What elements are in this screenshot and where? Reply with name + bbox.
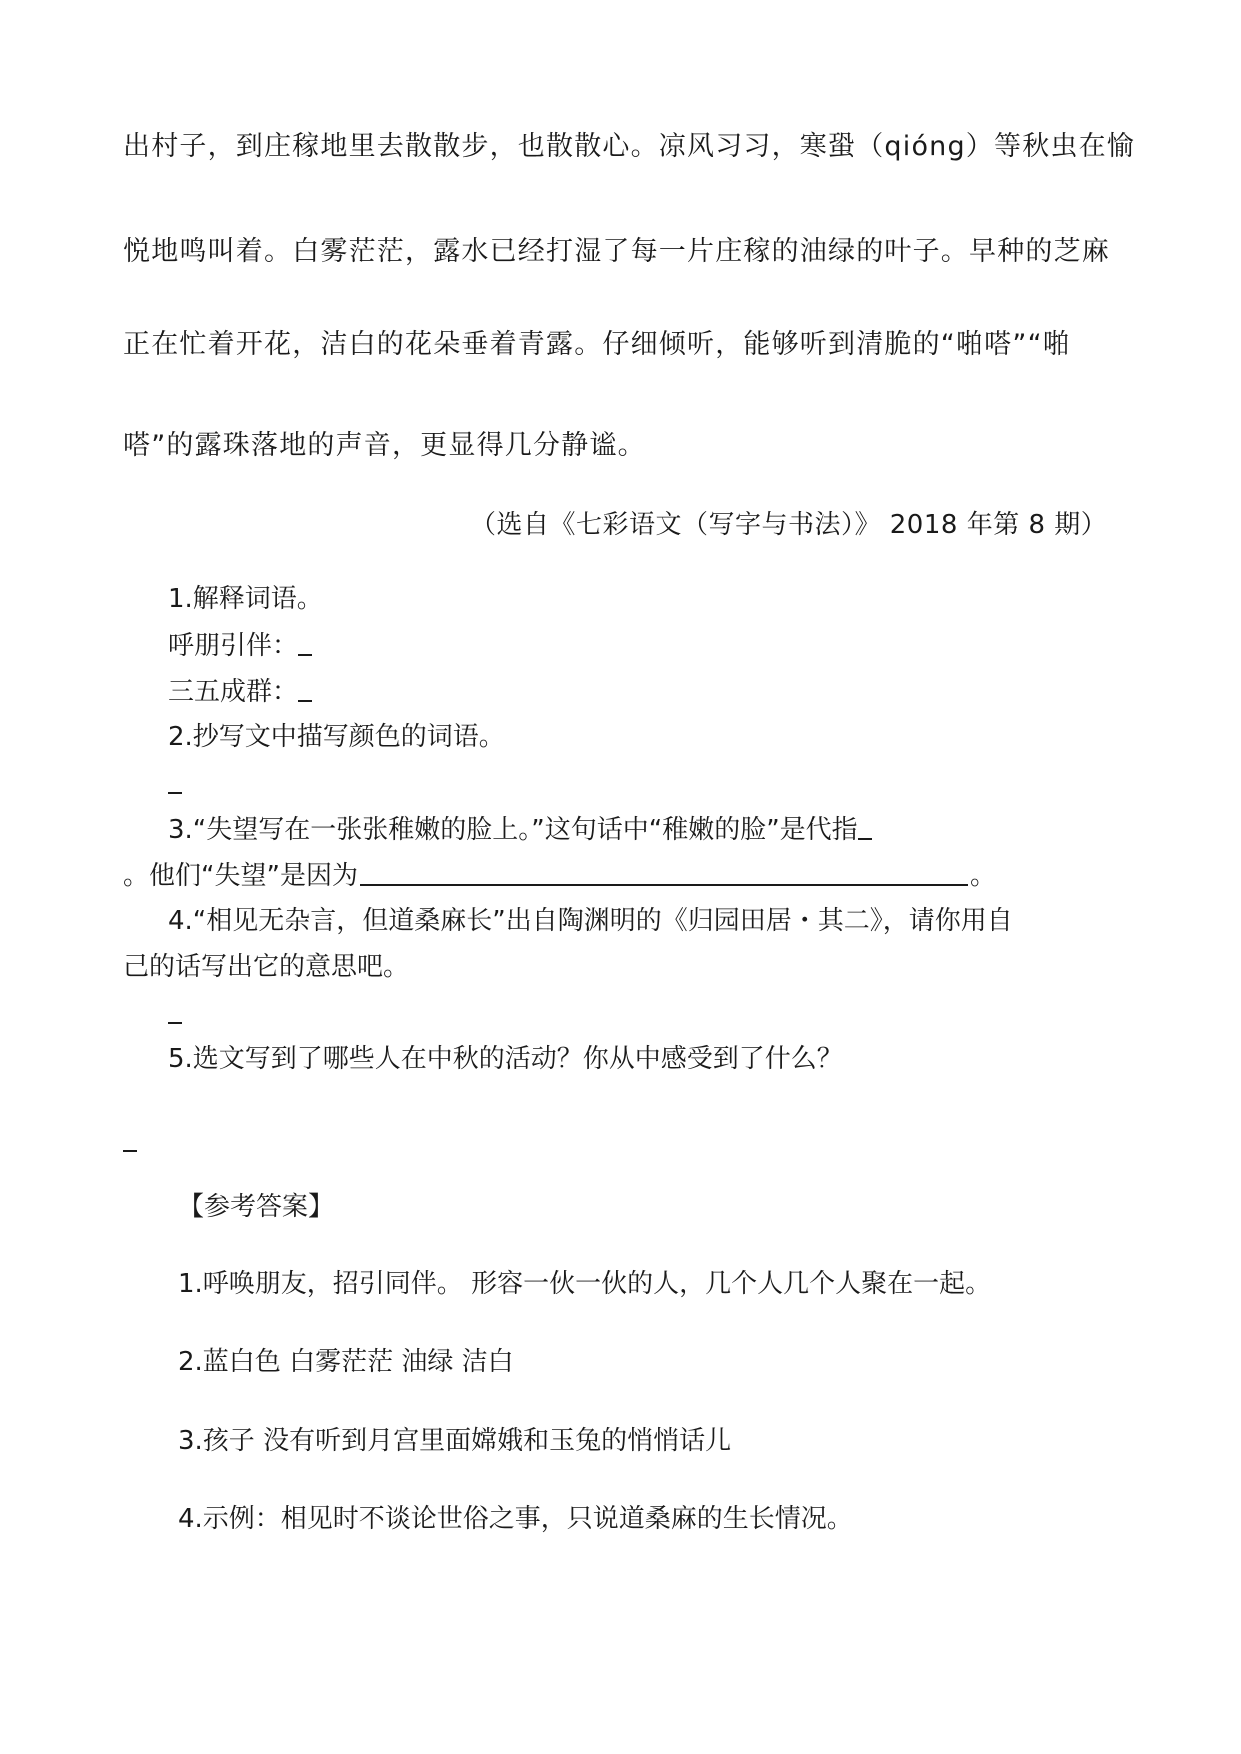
answer-2: 2.蓝白色 白雾茫茫 油绿 洁白 bbox=[178, 1347, 514, 1377]
answer-blank-2[interactable] bbox=[168, 766, 182, 794]
question-5-answer-line bbox=[123, 1124, 137, 1159]
question-3-text-1: 3.“失望写在一张张稚嫩的脸上。”这句话中“稚嫩的脸”是代指 bbox=[168, 815, 858, 845]
question-2-title: 2.抄写文中描写颜色的词语。 bbox=[168, 722, 505, 752]
answer-blank-3b[interactable] bbox=[360, 858, 968, 886]
answer-blank-1a[interactable] bbox=[298, 628, 312, 656]
answer-blank-3a[interactable] bbox=[858, 812, 872, 840]
passage-line-1: 出村子，到庄稼地里去散散步，也散散心。凉风习习，寒蛩（qióng）等秋虫在愉 bbox=[123, 131, 1136, 162]
answers-heading: 【参考答案】 bbox=[178, 1192, 335, 1222]
answer-blank-5[interactable] bbox=[123, 1124, 137, 1152]
passage-line-4: 嗒”的露珠落地的声音，更显得几分静谧。 bbox=[123, 430, 646, 461]
answer-1: 1.呼唤朋友，招引同伴。 形容一伙一伙的人，几个人几个人聚在一起。 bbox=[178, 1269, 992, 1299]
question-1-title: 1.解释词语。 bbox=[168, 584, 323, 614]
question-1-item-a bbox=[168, 628, 312, 663]
passage-line-2: 悦地鸣叫着。白雾茫茫，露水已经打湿了每一片庄稼的油绿的叶子。早种的芝麻 bbox=[123, 236, 1110, 267]
question-3-text-2: 。他们“失望”是因为 bbox=[123, 861, 358, 891]
question-4-line-2: 己的话写出它的意思吧。 bbox=[123, 952, 410, 982]
question-4-line-1: 4.“相见无杂言，但道桑麻长”出自陶渊明的《归园田居・其二》，请你用自 bbox=[168, 906, 1013, 936]
question-5-title: 5.选文写到了哪些人在中秋的活动？你从中感受到了什么？ bbox=[168, 1044, 843, 1074]
question-3-line-2 bbox=[123, 858, 996, 893]
question-1-item-b bbox=[168, 674, 312, 709]
question-1-item-a-label: 呼朋引伴： bbox=[168, 631, 299, 661]
answer-blank-1b[interactable] bbox=[298, 674, 312, 702]
passage-source: （选自《七彩语文（写字与书法）》 2018 年第 8 期） bbox=[470, 510, 1108, 540]
question-3-line-1 bbox=[168, 812, 872, 847]
question-3-text-3: 。 bbox=[969, 861, 996, 891]
question-1-item-b-label: 三五成群： bbox=[168, 677, 299, 707]
answer-blank-4[interactable] bbox=[168, 996, 182, 1024]
answer-3: 3.孩子 没有听到月宫里面嫦娥和玉兔的悄悄话儿 bbox=[178, 1426, 732, 1456]
question-4-answer-line bbox=[168, 996, 182, 1031]
answer-4: 4.示例：相见时不谈论世俗之事，只说道桑麻的生长情况。 bbox=[178, 1504, 853, 1534]
question-2-answer-line bbox=[168, 766, 182, 801]
passage-line-3: 正在忙着开花，洁白的花朵垂着青露。仔细倾听，能够听到清脆的“啪嗒”“啪 bbox=[123, 329, 1071, 360]
